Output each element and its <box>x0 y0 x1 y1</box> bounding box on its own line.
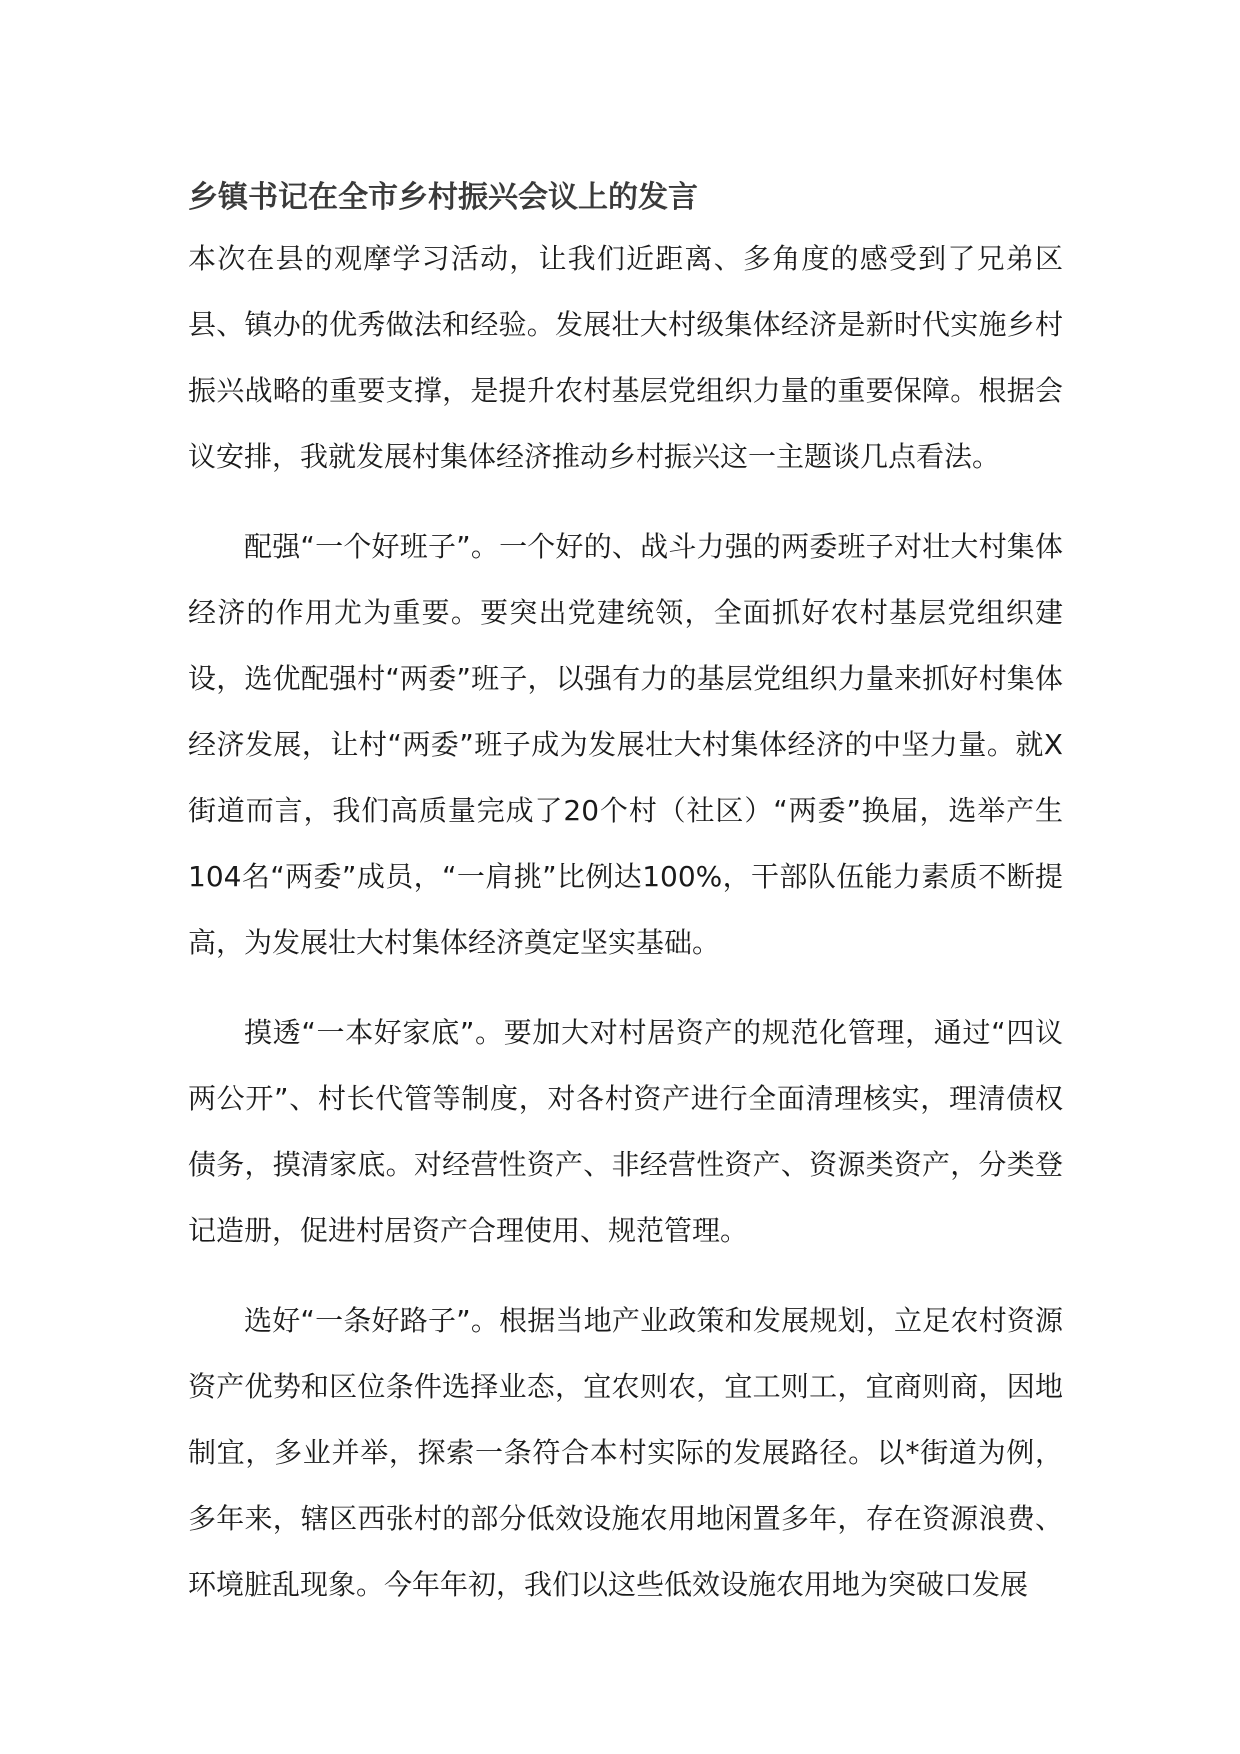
document-title: 乡镇书记在全市乡村振兴会议上的发言 <box>188 180 698 215</box>
paragraph-path: 选好“一条好路子”。根据当地产业政策和发展规划，立足农村资源资产优势和区位条件选择业态，宜农则农，宜工则工，宜商则商，因地制宜，多业并举，探索一条符合本村实际的发展路径。以*街道为例，多年来，辖区西张村的部分低效设施农用地闲置多年，存在资源浪费、环境脏乱现象。今年年初，我们以这些低效设施农用地为突破口发展 <box>188 1304 1063 1601</box>
document-body <box>188 170 1063 1618</box>
paragraph-assets: 摸透“一本好家底”。要加大对村居资产的规范化管理，通过“四议两公开”、村长代管等制度，对各村资产进行全面清理核实，理清债权债务，摸清家底。对经营性资产、非经营性资产、资源类资产，分类登记造册，促进村居资产合理使用、规范管理。 <box>188 1016 1063 1247</box>
paragraph-team: 配强“一个好班子”。一个好的、战斗力强的两委班子对壮大村集体经济的作用尤为重要。要突出党建统领，全面抓好农村基层党组织建设，选优配强村“两委”班子，以强有力的基层党组织力量来抓好村集体经济发展，让村“两委”班子成为发展壮大村集体经济的中坚力量。就X街道而言，我们高质量完成了20个村（社区）“两委”换届，选举产生104名“两委”成员，“一肩挑”比例达100%，干部队伍能力素质不断提高，为发展壮大村集体经济奠定坚实基础。 <box>188 530 1063 959</box>
paragraph-intro: 本次在县的观摩学习活动，让我们近距离、多角度的感受到了兄弟区县、镇办的优秀做法和经验。发展壮大村级集体经济是新时代实施乡村振兴战略的重要支撑，是提升农村基层党组织力量的重要保障。根据会议安排，我就发展村集体经济推动乡村振兴这一主题谈几点看法。 <box>188 242 1063 473</box>
